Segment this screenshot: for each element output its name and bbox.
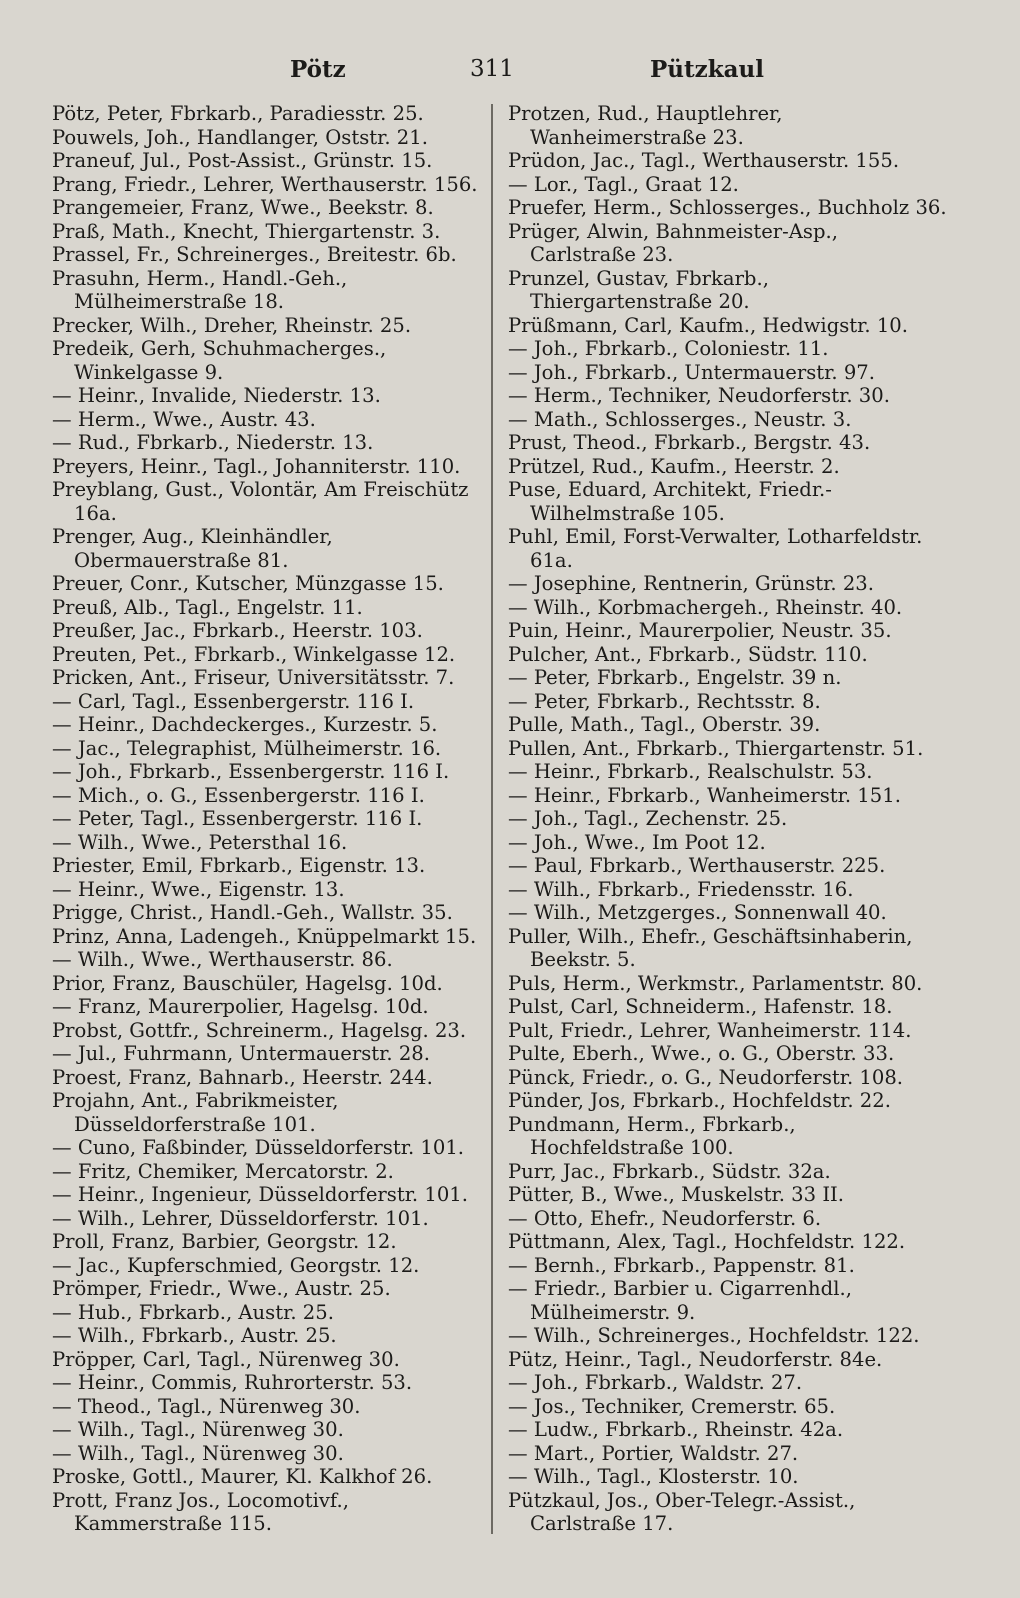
directory-entry: — Wilh., Fbrkarb., Friedensstr. 16. [508, 877, 854, 901]
directory-entry: Pricken, Ant., Friseur, Universitätsstr. 7. [52, 666, 455, 689]
directory-entry: — Wilh., Tagl., Nürenweg 30. [52, 1418, 344, 1441]
directory-entry: — Joh., Wwe., Im Poot 12. [508, 830, 766, 854]
directory-entry: Prömper, Friedr., Wwe., Austr. 25. [52, 1277, 391, 1300]
directory-entry: — Mart., Portier, Waldstr. 27. [508, 1441, 799, 1465]
directory-entry: Prasuhn, Herm., Handl.-Geh., Mülheimerstraße 18. [52, 266, 348, 313]
directory-entry: — Hub., Fbrkarb., Austr. 25. [52, 1300, 334, 1324]
directory-entry: Prinz, Anna, Ladengeh., Knüppelmarkt 15. [52, 924, 477, 948]
directory-entry: — Bernh., Fbrkarb., Pappenstr. 81. [508, 1253, 855, 1277]
directory-entry: — Franz, Maurerpolier, Hagelsg. 10d. [52, 995, 429, 1018]
directory-entry: Praneuf, Jul., Post-Assist., Grünstr. 15. [52, 149, 433, 172]
directory-entry: Precker, Wilh., Dreher, Rheinstr. 25. [52, 313, 412, 337]
directory-entry: — Wilh., Schreinerges., Hochfeldstr. 122. [508, 1324, 920, 1347]
directory-entry: Priester, Emil, Fbrkarb., Eigenstr. 13. [52, 854, 426, 877]
directory-entry: Pullen, Ant., Fbrkarb., Thiergartenstr. 51. [508, 736, 924, 760]
directory-entry: Pröpper, Carl, Tagl., Nürenweg 30. [52, 1347, 400, 1371]
directory-entry: — Heinr., Ingenieur, Düsseldorferstr. 101. [52, 1183, 469, 1206]
directory-entry: Probst, Gottfr., Schreinerm., Hagelsg. 23. [52, 1018, 467, 1042]
directory-entry: — Heinr., Fbrkarb., Realschulstr. 53. [508, 760, 873, 783]
directory-entry: Protzen, Rud., Hauptlehrer, Wanheimerstraße 23. [508, 102, 783, 149]
directory-entry: Preußer, Jac., Fbrkarb., Heerstr. 103. [52, 619, 423, 642]
directory-entry: — Peter, Fbrkarb., Engelstr. 39 n. [508, 666, 842, 689]
directory-entry: Pulte, Eberh., Wwe., o. G., Oberstr. 33. [508, 1042, 895, 1065]
directory-entry: Prigge, Christ., Handl.-Geh., Wallstr. 35. [52, 901, 453, 924]
directory-entry: — Jul., Fuhrmann, Untermauerstr. 28. [52, 1042, 430, 1065]
directory-entry: — Lor., Tagl., Graat 12. [508, 172, 739, 196]
directory-entry: Puller, Wilh., Ehefr., Geschäftsinhaberin, Beekstr. 5. [508, 924, 913, 971]
directory-entry: Predeik, Gerh, Schuhmacherges., Winkelgasse 9. [52, 337, 387, 384]
directory-entry: — Herm., Wwe., Austr. 43. [52, 407, 316, 431]
directory-entry: Puls, Herm., Werkmstr., Parlamentstr. 80. [508, 971, 923, 995]
directory-entry: Pulcher, Ant., Fbrkarb., Südstr. 110. [508, 642, 868, 666]
directory-entry: Püttmann, Alex, Tagl., Hochfeldstr. 122. [508, 1230, 906, 1253]
directory-entry: Pütter, B., Wwe., Muskelstr. 33 II. [508, 1183, 845, 1206]
directory-entry: — Josephine, Rentnerin, Grünstr. 23. [508, 572, 875, 595]
directory-entry: — Theod., Tagl., Nürenweg 30. [52, 1394, 361, 1418]
directory-entry: Proll, Franz, Barbier, Georgstr. 12. [52, 1230, 397, 1253]
directory-entry: Pünder, Jos, Fbrkarb., Hochfeldstr. 22. [508, 1089, 891, 1112]
directory-entry: Prenger, Aug., Kleinhändler, Obermauerstraße 81. [52, 525, 333, 572]
page-header [0, 52, 1020, 92]
directory-entry: — Joh., Fbrkarb., Waldstr. 27. [508, 1371, 803, 1394]
directory-entry: Pützkaul, Jos., Ober-Telegr.-Assist., Carlstraße 17. [508, 1488, 856, 1535]
directory-entry: — Peter, Fbrkarb., Rechtsstr. 8. [508, 689, 821, 713]
directory-entry: — Rud., Fbrkarb., Niederstr. 13. [52, 431, 374, 454]
directory-entry: — Jac., Kupferschmied, Georgstr. 12. [52, 1253, 420, 1277]
directory-entry: Prassel, Fr., Schreinerges., Breitestr. 6b. [52, 243, 457, 266]
directory-entry: — Joh., Fbrkarb., Coloniestr. 11. [508, 337, 829, 360]
directory-entry: — Jos., Techniker, Cremerstr. 65. [508, 1394, 836, 1418]
directory-entry: — Wilh., Fbrkarb., Austr. 25. [52, 1324, 337, 1347]
directory-entry: — Heinr., Commis, Ruhrorterstr. 53. [52, 1371, 413, 1394]
left-column [52, 102, 492, 1536]
directory-entry: Preuer, Conr., Kutscher, Münzgasse 15. [52, 572, 444, 595]
directory-entry: — Joh., Fbrkarb., Untermauerstr. 97. [508, 360, 875, 384]
directory-entry: Prüßmann, Carl, Kaufm., Hedwigstr. 10. [508, 313, 908, 337]
directory-entry: Puin, Heinr., Maurerpolier, Neustr. 35. [508, 619, 892, 642]
directory-entry: Preyers, Heinr., Tagl., Johanniterstr. 110. [52, 454, 461, 478]
directory-entry: Pundmann, Herm., Fbrkarb., Hochfeldstraße 100. [508, 1112, 796, 1159]
directory-entry: — Carl, Tagl., Essenbergerstr. 116 I. [52, 689, 415, 713]
header-right-keyword: Pützkaul [650, 56, 765, 83]
directory-entry: Pünck, Friedr., o. G., Neudorferstr. 108. [508, 1065, 904, 1089]
page-number: 311 [470, 56, 514, 82]
directory-entry: Prust, Theod., Fbrkarb., Bergstr. 43. [508, 431, 871, 454]
directory-entry: — Wilh., Wwe., Petersthal 16. [52, 830, 348, 854]
directory-entry: Prior, Franz, Bauschüler, Hagelsg. 10d. [52, 971, 443, 995]
directory-entry: — Heinr., Fbrkarb., Wanheimerstr. 151. [508, 783, 901, 807]
directory-entry: — Wilh., Lehrer, Düsseldorferstr. 101. [52, 1206, 429, 1230]
header-left-keyword: Pötz [290, 56, 346, 83]
directory-entry: — Jac., Telegraphist, Mülheimerstr. 16. [52, 736, 442, 760]
directory-entry: — Wilh., Wwe., Werthauserstr. 86. [52, 948, 393, 971]
directory-entry: — Math., Schlosserges., Neustr. 3. [508, 407, 852, 431]
directory-entry: Pruefer, Herm., Schlosserges., Buchholz 36. [508, 196, 947, 219]
directory-entry: Puse, Eduard, Architekt, Friedr.-Wilhelmstraße 105. [508, 478, 832, 525]
directory-entry: Preyblang, Gust., Volontär, Am Freischütz 16a. [52, 478, 469, 525]
directory-entry: Prützel, Rud., Kaufm., Heerstr. 2. [508, 454, 840, 478]
directory-entry: Puhl, Emil, Forst-Verwalter, Lotharfeldstr. 61a. [508, 525, 923, 572]
directory-entry: — Wilh., Metzgerges., Sonnenwall 40. [508, 901, 887, 924]
directory-entry: — Mich., o. G., Essenbergerstr. 116 I. [52, 783, 425, 807]
directory-entry: Prüger, Alwin, Bahnmeister-Asp., Carlstraße 23. [508, 219, 838, 266]
directory-entry: Prott, Franz Jos., Locomotivf., Kammerstraße 115. [52, 1488, 349, 1535]
right-column [508, 102, 948, 1536]
directory-entry: — Paul, Fbrkarb., Werthauserstr. 225. [508, 854, 886, 877]
directory-entry: — Otto, Ehefr., Neudorferstr. 6. [508, 1206, 822, 1230]
directory-entry: Proske, Gottl., Maurer, Kl. Kalkhof 26. [52, 1465, 433, 1488]
directory-entry: Pütz, Heinr., Tagl., Neudorferstr. 84e. [508, 1347, 883, 1371]
directory-entry: Pulst, Carl, Schneiderm., Hafenstr. 18. [508, 995, 893, 1018]
directory-entry: Pult, Friedr., Lehrer, Wanheimerstr. 114. [508, 1018, 912, 1042]
directory-entry: Pulle, Math., Tagl., Oberstr. 39. [508, 713, 821, 736]
directory-entry: — Fritz, Chemiker, Mercatorstr. 2. [52, 1159, 394, 1183]
directory-entry: Prüdon, Jac., Tagl., Werthauserstr. 155. [508, 149, 900, 172]
directory-entry: — Heinr., Dachdeckerges., Kurzestr. 5. [52, 713, 438, 736]
directory-entry: — Cuno, Faßbinder, Düsseldorferstr. 101. [52, 1136, 465, 1159]
directory-entry: Purr, Jac., Fbrkarb., Südstr. 32a. [508, 1159, 831, 1183]
directory-entry: — Peter, Tagl., Essenbergerstr. 116 I. [52, 807, 423, 830]
directory-entry: — Herm., Techniker, Neudorferstr. 30. [508, 384, 890, 407]
directory-entry: — Wilh., Korbmachergeh., Rheinstr. 40. [508, 595, 903, 619]
directory-entry: Prunzel, Gustav, Fbrkarb., Thiergartenstraße 20. [508, 266, 769, 313]
directory-entry: — Heinr., Invalide, Niederstr. 13. [52, 384, 381, 407]
directory-entry: — Ludw., Fbrkarb., Rheinstr. 42a. [508, 1418, 844, 1441]
directory-entry: Praß, Math., Knecht, Thiergartenstr. 3. [52, 219, 441, 243]
directory-entry: Preuß, Alb., Tagl., Engelstr. 11. [52, 595, 363, 619]
directory-entry: Pötz, Peter, Fbrkarb., Paradiesstr. 25. [52, 102, 424, 125]
directory-entry: Projahn, Ant., Fabrikmeister, Düsseldorferstraße 101. [52, 1089, 339, 1136]
directory-entry: — Wilh., Tagl., Klosterstr. 10. [508, 1465, 799, 1488]
directory-entry: Prangemeier, Franz, Wwe., Beekstr. 8. [52, 196, 434, 219]
directory-entry: Proest, Franz, Bahnarb., Heerstr. 244. [52, 1065, 433, 1089]
directory-entry: — Friedr., Barbier u. Cigarrenhdl., Mülheimerstr. 9. [508, 1277, 852, 1324]
directory-entry: — Heinr., Wwe., Eigenstr. 13. [52, 877, 345, 901]
directory-entry: — Wilh., Tagl., Nürenweg 30. [52, 1441, 344, 1465]
directory-entry: — Joh., Tagl., Zechenstr. 25. [508, 807, 788, 830]
directory-entry: Preuten, Pet., Fbrkarb., Winkelgasse 12. [52, 642, 456, 666]
directory-entry: — Joh., Fbrkarb., Essenbergerstr. 116 I. [52, 760, 450, 783]
directory-entry: Prang, Friedr., Lehrer, Werthauserstr. 156. [52, 172, 478, 196]
directory-entry: Pouwels, Joh., Handlanger, Oststr. 21. [52, 125, 428, 149]
